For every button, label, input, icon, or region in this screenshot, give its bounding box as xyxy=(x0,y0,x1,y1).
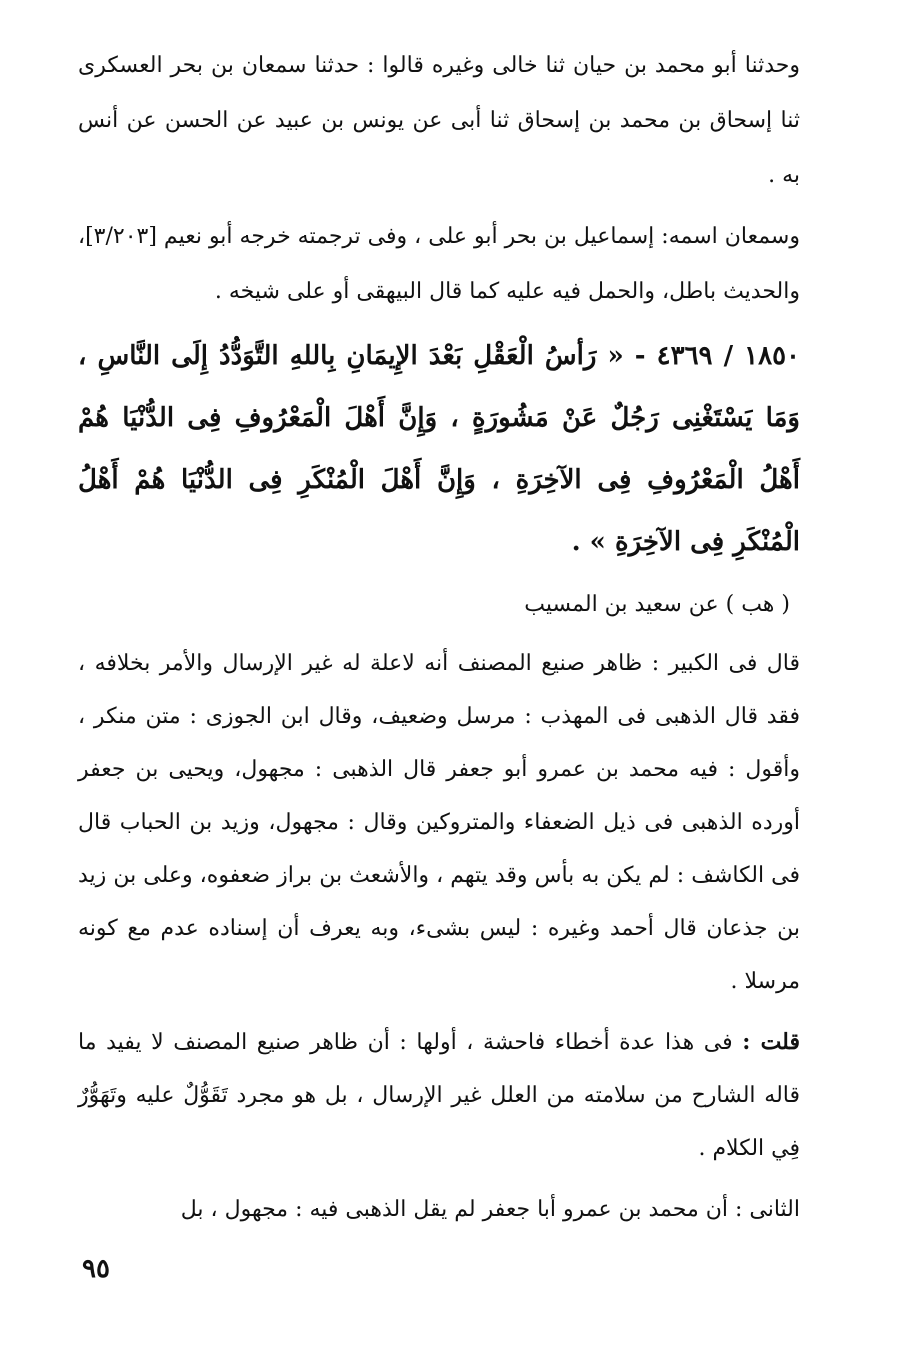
paragraph-qultu xyxy=(78,1016,800,1175)
qultu-lead: قلت : xyxy=(742,1029,800,1055)
paragraph-second: الثانى : أن محمد بن عمرو أبا جعفر لم يقل الذهبى فيه : مجهول ، بل xyxy=(180,1197,800,1222)
hadith-text: ١٨٥٠ / ٤٣٦٩ - « رَأسُ الْعَقْلِ بَعْدَ الإِيمَانِ بِاللهِ التَّوَدُّدُ إِلَى النَّاسِ ، وَمَا يَسْتَغْنِى رَجُلٌ عَنْ مَشُورَةٍ ، وَإِنَّ أَهْلَ الْمَعْرُوفِ فِى الدُّنْيَا هُمْ أَهْلُ الْمَعْرُوفِ فِى الآخِرَةِ ، وَإِنَّ أَهْلَ الْمُنْكَرِ فِى الدُّنْيَا هُمْ أَهْلُ الْمُنْكَرِ فِى الآخِرَةِ » . xyxy=(78,341,800,557)
page-number: ٩٥ xyxy=(82,1254,110,1284)
paragraph-isnad: وحدثنا أبو محمد بن حيان ثنا خالى وغيره قالوا : حدثنا سمعان بن بحر العسكرى ثنا إسحاق بن محمد بن إسحاق ثنا أبى عن يونس بن عبيد عن الحسن عن أنس به . xyxy=(78,53,800,188)
hadith-source: ( هب ) عن سعيد بن المسيب xyxy=(524,592,790,617)
page-body xyxy=(78,38,800,1244)
paragraph-samaan: وسمعان اسمه: إسماعيل بن بحر أبو على ، وفى ترجمته خرجه أبو نعيم [٣/٢٠٣]، والحديث باطل، والحمل فيه عليه كما قال البيهقى أو على شيخه . xyxy=(77,224,800,304)
paragraph-commentary: قال فى الكبير : ظاهر صنيع المصنف أنه لاعلة له غير الإرسال والأمر بخلافه ، فقد قال الذهبى فى المهذب : مرسل وضعيف، وقال ابن الجوزى : متن منكر ، وأقول : فيه محمد بن عمرو أبو جعفر قال الذهبى : مجهول، ويحيى بن جعفر أورده الذهبى فى ذيل الضعفاء والمتروكين وقال : مجهول، وزيد بن الحباب قال فى الكاشف : لم يكن به بأس وقد يتهم ، والأشعث بن براز ضعفوه، وعلى بن زيد بن جذعان قال أحمد وغيره : ليس بشىء، وبه يعرف أن إسناده عدم مع كونه مرسلا . xyxy=(78,651,800,994)
qultu-text: فى هذا عدة أخطاء فاحشة ، أولها : أن ظاهر صنيع المصنف لا يفيد ما قاله الشارح من سلامته من العلل غير الإرسال ، بل هو مجرد تَقَوُّلٌ عليه وتَهَوُّرٌ فِي الكلام . xyxy=(78,1030,800,1161)
